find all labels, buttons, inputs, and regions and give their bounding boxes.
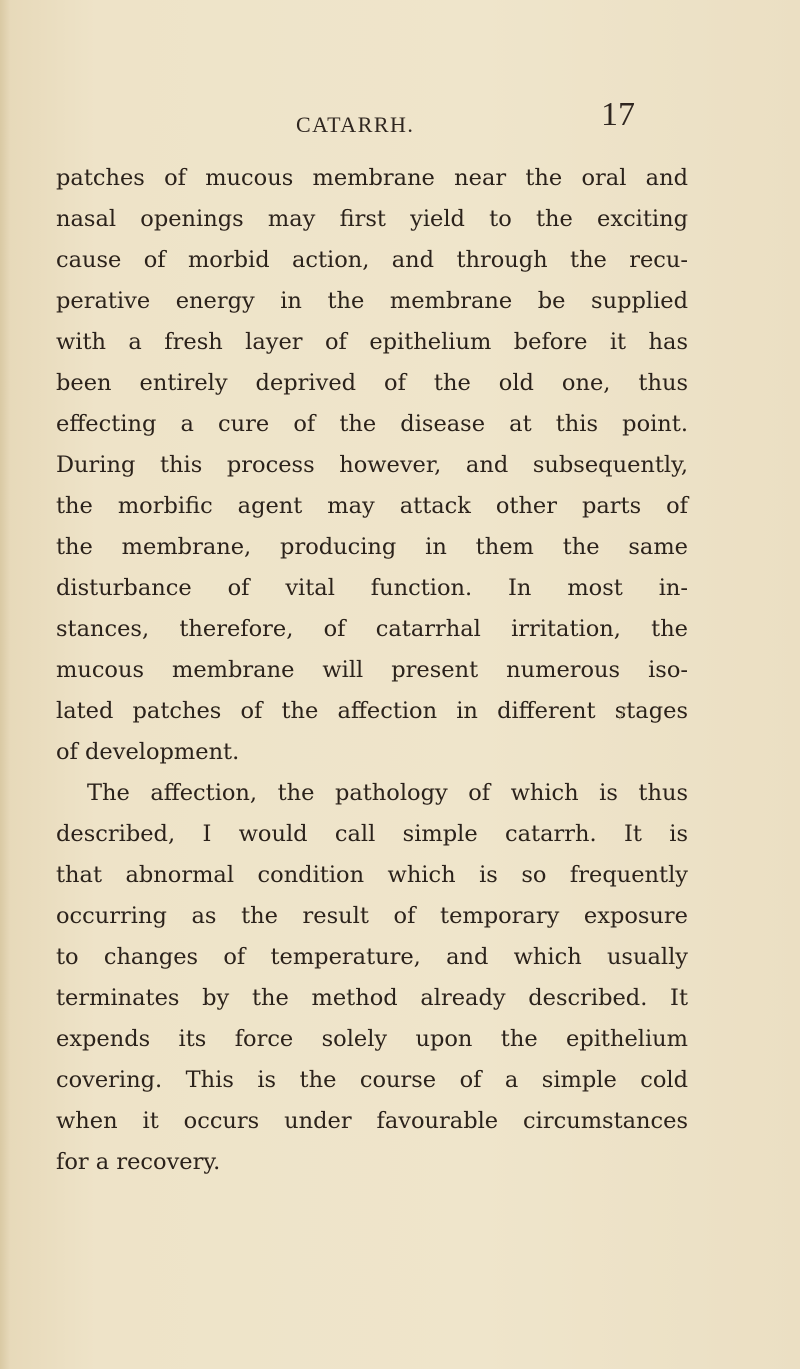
text-line: with a fresh layer of epithelium before it has bbox=[56, 329, 688, 355]
text-line: The affection, the pathology of which is thus bbox=[87, 780, 688, 806]
text-line: covering. This is the course of a simple cold bbox=[56, 1067, 688, 1093]
text-line: the morbific agent may attack other parts of bbox=[56, 493, 688, 519]
text-line: that abnormal condition which is so frequently bbox=[56, 862, 688, 888]
page-number: 17 bbox=[601, 96, 635, 133]
text-line: been entirely deprived of the old one, thus bbox=[56, 370, 688, 396]
text-line: to changes of temperature, and which usually bbox=[56, 944, 688, 970]
text-line: perative energy in the membrane be supplied bbox=[56, 288, 688, 314]
text-line: nasal openings may first yield to the exciting bbox=[56, 206, 688, 232]
text-line: mucous membrane will present numerous iso- bbox=[56, 657, 688, 683]
page-gutter-shadow bbox=[0, 0, 10, 1369]
text-line: for a recovery. bbox=[56, 1149, 221, 1175]
running-head: CATARRH. bbox=[296, 112, 415, 137]
text-line: terminates by the method already described. It bbox=[56, 985, 688, 1011]
text-line: expends its force solely upon the epithelium bbox=[56, 1026, 688, 1052]
text-line: effecting a cure of the disease at this point. bbox=[56, 411, 688, 437]
text-line: occurring as the result of temporary exposure bbox=[56, 903, 688, 929]
text-line: the membrane, producing in them the same bbox=[56, 534, 688, 560]
text-line: when it occurs under favourable circumstances bbox=[56, 1108, 688, 1134]
text-line: disturbance of vital function. In most in- bbox=[56, 575, 688, 601]
text-line: During this process however, and subsequently, bbox=[56, 452, 688, 478]
text-line: stances, therefore, of catarrhal irritation, the bbox=[56, 616, 688, 642]
text-line: described, I would call simple catarrh. It is bbox=[56, 821, 688, 847]
text-line: patches of mucous membrane near the oral and bbox=[56, 165, 688, 191]
text-line: cause of morbid action, and through the recu- bbox=[56, 247, 688, 273]
text-line: lated patches of the affection in different stages bbox=[56, 698, 688, 724]
text-line: of development. bbox=[56, 739, 240, 765]
